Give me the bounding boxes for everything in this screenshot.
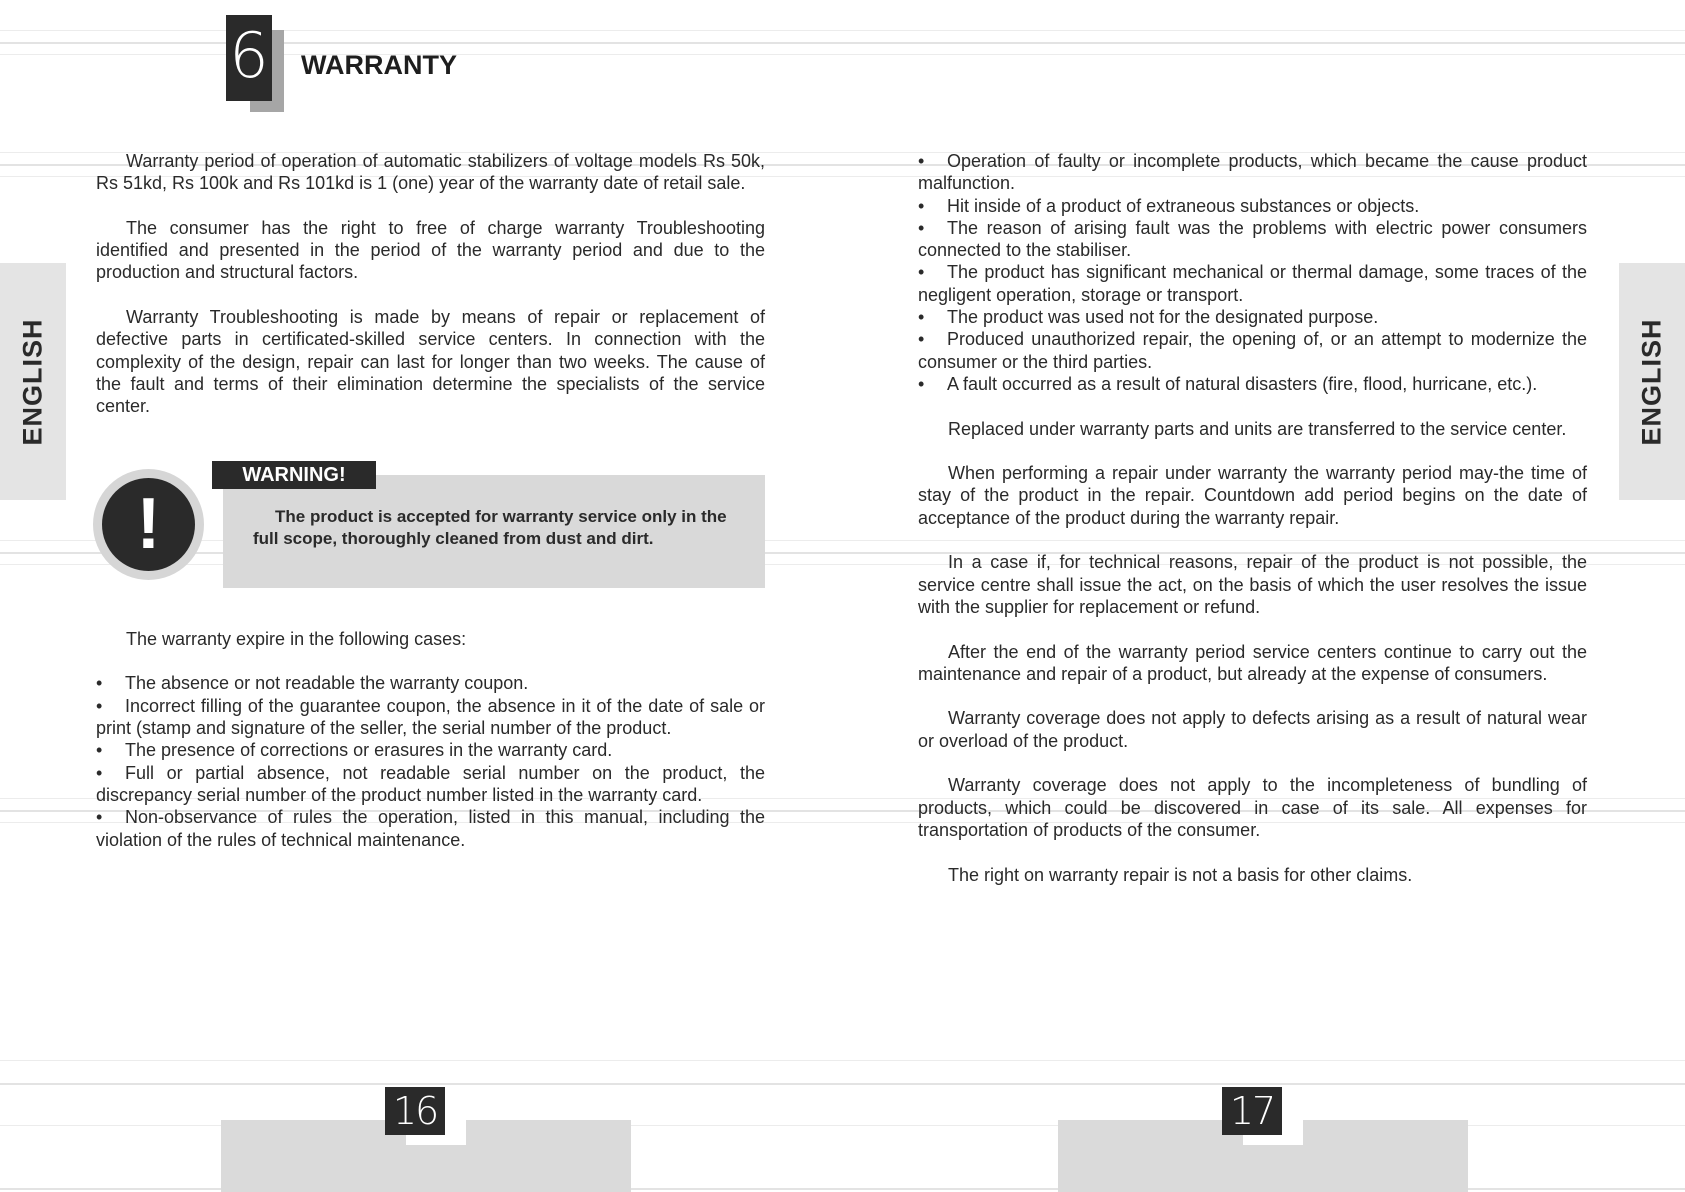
expiry-cases-continued xyxy=(918,150,1587,395)
bullet-icon: • xyxy=(96,740,103,761)
list-item-text: Non-observance of rules the operation, listed in this manual, including the violation of the rules of technical maintenance. xyxy=(96,807,765,850)
list-item-text: Full or partial absence, not readable serial number on the product, the discrepancy serial number of the product number listed in the warranty card. xyxy=(96,762,765,805)
list-item xyxy=(918,261,1587,306)
list-item-text: A fault occurred as a result of natural disasters (fire, flood, hurricane, etc.). xyxy=(947,373,1538,394)
list-item xyxy=(918,195,1587,217)
list-item-text: Incorrect filling of the guarantee coupon, the absence in it of the date of sale or print (stamp and signature of the seller, the serial number of the product. xyxy=(96,695,765,739)
expiry-cases-list xyxy=(96,672,765,850)
paragraph: Warranty Troubleshooting is made by means of repair or replacement of defective parts in certificated-skilled service centers. In connection with the complexity of the design, repair can last for longer than two weeks. The cause of the fault and terms of their elimination determine the specialists of the service center. xyxy=(96,307,765,417)
list-item xyxy=(918,306,1587,328)
page-number-right: 17 xyxy=(1222,1087,1282,1135)
bullet-icon: • xyxy=(96,762,103,783)
exclamation-icon: ! xyxy=(102,478,195,571)
list-item-text: Hit inside of a product of extraneous substances or objects. xyxy=(947,195,1420,216)
bullet-icon: • xyxy=(96,807,103,828)
paragraph: Warranty coverage does not apply to defects arising as a result of natural wear or overload of the product. xyxy=(918,708,1587,751)
page-number-left: 16 xyxy=(385,1087,445,1135)
paragraph: The right on warranty repair is not a basis for other claims. xyxy=(948,864,1413,885)
list-item xyxy=(918,373,1587,395)
expiry-intro: The warranty expire in the following cases: xyxy=(126,628,467,649)
bullet-icon: • xyxy=(918,329,925,350)
list-item-text: The product was used not for the designated purpose. xyxy=(947,307,1379,328)
paragraph: In a case if, for technical reasons, repair of the product is not possible, the service centre shall issue the act, on the basis of which the user resolves the issue with the supplier for replacement or refund. xyxy=(918,552,1587,617)
list-item xyxy=(96,695,765,740)
list-item-text: The product has significant mechanical or thermal damage, some traces of the negligent operation, storage or transport. xyxy=(918,262,1587,305)
list-item-text: The absence or not readable the warranty coupon. xyxy=(125,673,529,694)
paragraph: Warranty coverage does not apply to the incompleteness of bundling of products, which could be discovered in case of its sale. All expenses for transportation of products of the consumer. xyxy=(918,775,1587,840)
language-tab-left xyxy=(0,263,66,500)
chapter-number: 6 xyxy=(226,15,272,101)
list-item-text: Operation of faulty or incomplete products, which became the cause product malfunction. xyxy=(918,151,1587,194)
language-label: ENGLISH xyxy=(17,317,48,446)
bullet-icon: • xyxy=(96,673,103,694)
list-item xyxy=(96,739,765,761)
bullet-icon: • xyxy=(918,262,925,283)
list-item xyxy=(918,328,1587,373)
language-tab-right xyxy=(1619,263,1685,500)
bullet-icon: • xyxy=(96,695,103,716)
language-label: ENGLISH xyxy=(1636,317,1667,446)
list-item-text: Produced unauthorized repair, the opening of, or an attempt to modernize the consumer or the third parties. xyxy=(918,329,1587,372)
bullet-icon: • xyxy=(918,307,925,328)
paragraph: The consumer has the right to free of charge warranty Troubleshooting identified and presented in the period of the warranty period and due to the production and structural factors. xyxy=(96,217,765,283)
bullet-icon: • xyxy=(918,373,925,394)
warning-label: WARNING! xyxy=(212,461,376,489)
list-item xyxy=(96,806,765,851)
list-item-text: The presence of corrections or erasures in the warranty card. xyxy=(125,740,613,761)
bullet-icon: • xyxy=(918,217,925,238)
paragraph: Replaced under warranty parts and units are transferred to the service center. xyxy=(948,418,1567,439)
rule-line xyxy=(0,1083,1685,1085)
warning-text: The product is accepted for warranty service only in the full scope, thoroughly cleaned from dust and dirt. xyxy=(253,507,727,548)
chapter-title: WARRANTY xyxy=(301,50,457,80)
paragraph: After the end of the warranty period service centers continue to carry out the maintenance and repair of a product, but already at the expense of consumers. xyxy=(918,641,1587,684)
list-item xyxy=(96,762,765,807)
right-page-text xyxy=(918,150,1587,908)
rule-line xyxy=(0,1060,1685,1061)
paragraph: Warranty period of operation of automatic stabilizers of voltage models Rs 50k, Rs 51kd, Rs 100k and Rs 101kd is 1 (one) year of the warranty date of retail sale. xyxy=(96,151,765,194)
list-item xyxy=(918,217,1587,262)
list-item-text: The reason of arising fault was the problems with electric power consumers connected to the stabiliser. xyxy=(918,217,1587,261)
list-item xyxy=(96,672,765,694)
list-item xyxy=(918,150,1587,195)
paragraph: When performing a repair under warranty the warranty period may-the time of stay of the product in the repair. Countdown add period begins on the date of acceptance of the product during the warranty repair. xyxy=(918,463,1587,528)
bullet-icon: • xyxy=(918,195,925,216)
bullet-icon: • xyxy=(918,151,925,171)
